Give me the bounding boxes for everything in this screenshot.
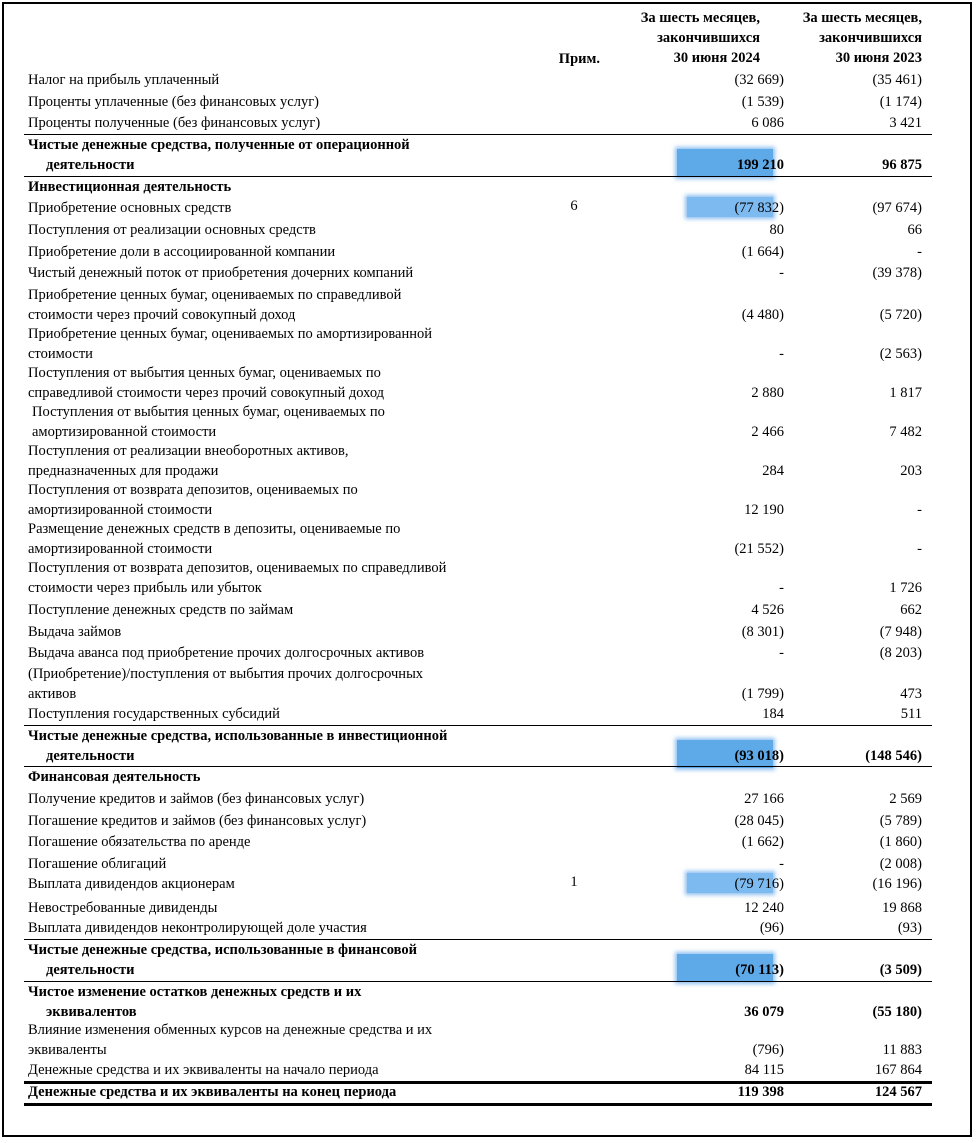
- row-label: [28, 767, 538, 787]
- value-2023: [762, 1040, 922, 1060]
- value-2023: [762, 704, 922, 724]
- value-text: (55 180): [872, 1004, 922, 1020]
- value-2023: [762, 177, 922, 194]
- value-2024: [624, 643, 784, 663]
- value-text: (1 799): [741, 686, 784, 702]
- table-row: [24, 940, 922, 980]
- row-label-line: амортизированной стоимости: [32, 424, 217, 440]
- row-label-line: Поступления от возврата депозитов, оцениваемых по справедливой: [28, 560, 447, 576]
- row-label: [28, 263, 538, 283]
- row-label: [28, 92, 538, 112]
- row-label-line: Финансовая деятельность: [28, 769, 201, 785]
- value-2024: [624, 263, 784, 283]
- value-text: 80: [769, 222, 784, 238]
- value-2023: [762, 92, 922, 112]
- row-label-line: Поступления от реализации внеоборотных активов,: [28, 443, 349, 459]
- value-text: (28 045): [734, 813, 784, 829]
- value-2023: [762, 539, 922, 559]
- value-2024: [624, 500, 784, 520]
- row-label-line: эквиваленты: [28, 1042, 107, 1058]
- value-2024: [624, 461, 784, 481]
- row-label-line: Проценты уплаченные (без финансовых услуг): [28, 94, 319, 110]
- value-2024: [624, 113, 784, 133]
- row-label-line: (Приобретение)/поступления от выбытия прочих долгосрочных: [28, 666, 424, 682]
- value-text: (8 203): [879, 645, 922, 661]
- value-2023: [762, 898, 922, 918]
- value-text: (1 860): [879, 834, 922, 850]
- value-2024: [624, 422, 784, 442]
- row-label-line: Чистое изменение остатков денежных средств и их: [28, 984, 362, 1000]
- row-label-line: стоимости через прибыль или убыток: [28, 580, 262, 596]
- value-text: (79 716): [734, 876, 784, 892]
- value-text: (148 546): [865, 748, 922, 764]
- row-label: [28, 177, 538, 197]
- row-label: [28, 643, 538, 663]
- row-label-line: Приобретение ценных бумаг, оцениваемых по справедливой: [28, 287, 402, 303]
- value-text: (93 018): [734, 748, 784, 764]
- row-label: [28, 363, 538, 403]
- value-2023: [762, 746, 922, 766]
- value-text: 6 086: [751, 115, 784, 131]
- column-header-2023-line: 30 июня 2023: [835, 50, 922, 66]
- value-text: (8 301): [741, 624, 784, 640]
- table-row: [24, 558, 922, 598]
- row-label-line: Выдача займов: [28, 624, 122, 640]
- value-text: (1 662): [741, 834, 784, 850]
- row-label-line: Погашение облигаций: [28, 856, 167, 872]
- table-row: [24, 726, 922, 766]
- value-2023: [762, 461, 922, 481]
- value-2023: [762, 578, 922, 598]
- table-row: [24, 1020, 922, 1060]
- column-header-2023-line: закончившихся: [819, 30, 922, 46]
- value-2023: [762, 789, 922, 809]
- table-row: [24, 519, 922, 559]
- row-label: [28, 918, 538, 938]
- value-text: 11 883: [882, 1042, 922, 1058]
- value-2024: [624, 874, 784, 894]
- value-text: -: [917, 244, 922, 260]
- value-text: -: [779, 645, 784, 661]
- row-label: [28, 726, 538, 766]
- row-label-line: Поступления государственных субсидий: [28, 706, 280, 722]
- column-header-2023-line: За шесть месяцев,: [802, 10, 922, 26]
- row-label-line: Погашение кредитов и займов (без финансовых услуг): [28, 813, 367, 829]
- value-text: (1 539): [741, 94, 784, 110]
- row-label-line: Невостребованные дивиденды: [28, 900, 218, 916]
- row-label: [28, 600, 538, 620]
- value-2023: [762, 600, 922, 620]
- column-header-2024-line: закончившихся: [657, 30, 760, 46]
- value-2024: [624, 578, 784, 598]
- row-label-line: Поступления от выбытия ценных бумаг, оцениваемых по: [28, 365, 381, 381]
- value-text: 1 817: [889, 385, 922, 401]
- table-row: [24, 811, 922, 831]
- value-text: 12 240: [744, 900, 784, 916]
- value-2023: [762, 70, 922, 90]
- value-text: 27 166: [744, 791, 784, 807]
- row-label-line: стоимости: [28, 346, 93, 362]
- row-label-line: Инвестиционная деятельность: [28, 179, 232, 195]
- row-label: [28, 664, 538, 704]
- value-2023: [762, 1002, 922, 1022]
- table-row: [24, 767, 922, 787]
- row-label: [32, 402, 542, 442]
- value-text: (39 378): [872, 265, 922, 281]
- table-row: [24, 480, 922, 520]
- value-2023: [762, 960, 922, 980]
- row-label: [28, 874, 538, 894]
- table-row: [24, 92, 922, 112]
- value-2023: [762, 383, 922, 403]
- value-text: 2 466: [751, 424, 784, 440]
- row-label-line: Размещение денежных средств в депозиты, оцениваемые по: [28, 521, 401, 537]
- value-text: 167 864: [874, 1062, 922, 1078]
- table-row: [24, 70, 922, 90]
- row-label-line: Выдача аванса под приобретение прочих долгосрочных активов: [28, 645, 425, 661]
- row-label-line: Получение кредитов и займов (без финансовых услуг): [28, 791, 365, 807]
- table-row: [24, 1060, 922, 1080]
- value-text: 473: [900, 686, 922, 702]
- row-label: [28, 285, 538, 325]
- table-row: [24, 324, 922, 364]
- value-text: -: [779, 265, 784, 281]
- value-text: (2 563): [879, 346, 922, 362]
- value-text: (93): [897, 920, 922, 936]
- value-2023: [762, 1082, 922, 1102]
- value-text: 662: [900, 602, 922, 618]
- value-text: (5 720): [879, 307, 922, 323]
- value-text: (4 480): [741, 307, 784, 323]
- value-text: (7 948): [879, 624, 922, 640]
- value-text: (5 789): [879, 813, 922, 829]
- value-2024: [624, 1082, 784, 1102]
- value-2024: [624, 242, 784, 262]
- row-label-line: Налог на прибыль уплаченный: [28, 72, 220, 88]
- value-2024: [624, 1060, 784, 1080]
- row-label-line: Выплата дивидендов неконтролирующей доле участия: [28, 920, 367, 936]
- row-label-line: Выплата дивидендов акционерам: [28, 876, 235, 892]
- row-label: [28, 622, 538, 642]
- table-row: [24, 918, 922, 938]
- value-2024: [624, 622, 784, 642]
- row-label-line: Поступления от реализации основных средств: [28, 222, 316, 238]
- column-header-2023: [762, 8, 922, 68]
- value-2024: [624, 220, 784, 240]
- row-label: [28, 982, 538, 1022]
- value-2024: [624, 383, 784, 403]
- row-label-line: Чистые денежные средства, использованные в финансовой: [28, 942, 417, 958]
- value-2024: [624, 684, 784, 704]
- row-label-line: деятельности: [46, 157, 135, 173]
- value-2023: [762, 684, 922, 704]
- table-row: [24, 622, 922, 642]
- value-2024: [624, 704, 784, 724]
- value-text: 7 482: [889, 424, 922, 440]
- value-text: (77 832): [734, 200, 784, 216]
- row-label: [28, 854, 538, 874]
- table-row: [24, 874, 922, 894]
- value-2024: [624, 789, 784, 809]
- table-row: [24, 113, 922, 133]
- value-text: 19 868: [882, 900, 922, 916]
- row-label: [28, 480, 538, 520]
- row-label-line: Поступление денежных средств по займам: [28, 602, 294, 618]
- value-text: (96): [759, 920, 784, 936]
- value-text: 124 567: [874, 1084, 922, 1100]
- value-2023: [762, 832, 922, 852]
- value-2023: [762, 622, 922, 642]
- row-label: [28, 1020, 538, 1060]
- table-row: [24, 135, 922, 175]
- row-label: [28, 242, 538, 262]
- value-2024: [624, 92, 784, 112]
- row-label: [28, 789, 538, 809]
- row-divider: [24, 1103, 932, 1106]
- row-label-line: деятельности: [46, 748, 135, 764]
- row-label: [28, 940, 538, 980]
- row-label-line: амортизированной стоимости: [28, 541, 213, 557]
- value-2023: [762, 113, 922, 133]
- row-note: 6: [570, 198, 578, 214]
- row-divider: [24, 176, 932, 177]
- table-row: [24, 789, 922, 809]
- table-row: [24, 263, 922, 283]
- value-2023: [762, 198, 922, 218]
- row-label: [28, 113, 538, 133]
- value-text: (1 664): [741, 244, 784, 260]
- value-text: 119 398: [737, 1084, 784, 1100]
- value-2024: [624, 1002, 784, 1022]
- table-row: [24, 441, 922, 481]
- value-2024: [624, 854, 784, 874]
- row-label: [28, 1060, 538, 1080]
- row-label: [28, 441, 538, 481]
- value-2023: [762, 854, 922, 874]
- value-2024: [624, 960, 784, 980]
- row-label-line: стоимости через прочий совокупный доход: [28, 307, 296, 323]
- table-row: [24, 664, 922, 704]
- row-note: 1: [570, 874, 578, 890]
- row-label-line: эквивалентов: [46, 1004, 137, 1020]
- value-text: 12 190: [744, 502, 784, 518]
- row-label: [28, 220, 538, 240]
- table-row: [24, 402, 922, 442]
- column-header-2024: [600, 8, 760, 68]
- value-text: 4 526: [751, 602, 784, 618]
- row-label-line: предназначенных для продажи: [28, 463, 219, 479]
- value-2023: [762, 155, 922, 175]
- table-row: [24, 898, 922, 918]
- value-text: (796): [752, 1042, 784, 1058]
- row-label-line: амортизированной стоимости: [28, 502, 213, 518]
- value-text: -: [779, 346, 784, 362]
- value-text: -: [917, 502, 922, 518]
- value-2023: [762, 344, 922, 364]
- value-text: 96 875: [882, 157, 922, 173]
- value-2024: [624, 767, 784, 784]
- row-label-line: Приобретение основных средств: [28, 200, 232, 216]
- table-row: [24, 982, 922, 1022]
- value-2024: [624, 811, 784, 831]
- table-row: [24, 177, 922, 197]
- row-label-line: Проценты полученные (без финансовых услуг): [28, 115, 321, 131]
- value-2024: [624, 600, 784, 620]
- value-2024: [624, 198, 784, 218]
- value-2024: [624, 539, 784, 559]
- value-2024: [624, 832, 784, 852]
- value-2023: [762, 305, 922, 325]
- value-2023: [762, 242, 922, 262]
- row-label: [28, 135, 538, 175]
- value-text: (32 669): [734, 72, 784, 88]
- row-label-line: деятельности: [46, 962, 135, 978]
- row-label: [28, 70, 538, 90]
- value-2024: [624, 746, 784, 766]
- table-row: [24, 704, 922, 724]
- row-label: [28, 558, 538, 598]
- table-row: [24, 854, 922, 874]
- value-2024: [624, 70, 784, 90]
- value-2024: [624, 155, 784, 175]
- value-text: -: [779, 856, 784, 872]
- row-divider: [24, 981, 932, 982]
- table-row: [24, 285, 922, 325]
- value-2023: [762, 767, 922, 784]
- table-row: [24, 643, 922, 663]
- row-label: [28, 1082, 538, 1102]
- value-text: (3 509): [879, 962, 922, 978]
- value-text: (70 113): [735, 962, 784, 978]
- value-text: 3 421: [889, 115, 922, 131]
- value-text: (35 461): [872, 72, 922, 88]
- value-2023: [762, 874, 922, 894]
- value-text: 511: [900, 706, 922, 722]
- table-row: [24, 832, 922, 852]
- row-label: [28, 519, 538, 559]
- row-label: [28, 704, 538, 724]
- value-2024: [624, 918, 784, 938]
- value-2024: [624, 305, 784, 325]
- row-label: [28, 811, 538, 831]
- table-row: [24, 1082, 922, 1102]
- row-label-line: Приобретение ценных бумаг, оцениваемых по амортизированной: [28, 326, 432, 342]
- value-text: 66: [907, 222, 922, 238]
- row-label-line: Приобретение доли в ассоциированной компании: [28, 244, 336, 260]
- value-text: (16 196): [872, 876, 922, 892]
- row-divider: [24, 134, 932, 135]
- table-row: [24, 220, 922, 240]
- row-label-line: Чистые денежные средства, использованные в инвестиционной: [28, 728, 448, 744]
- row-label: [28, 832, 538, 852]
- value-text: (21 552): [734, 541, 784, 557]
- row-divider: [24, 766, 932, 767]
- value-text: 1 726: [889, 580, 922, 596]
- row-label-line: Погашение обязательства по аренде: [28, 834, 251, 850]
- value-text: 2 569: [889, 791, 922, 807]
- row-label-line: активов: [28, 686, 77, 702]
- value-2023: [762, 1060, 922, 1080]
- value-text: 284: [762, 463, 784, 479]
- value-2023: [762, 263, 922, 283]
- value-text: (97 674): [872, 200, 922, 216]
- value-text: 2 880: [751, 385, 784, 401]
- table-row: [24, 198, 922, 218]
- row-label: [28, 198, 538, 218]
- value-2023: [759, 918, 922, 938]
- value-text: 203: [900, 463, 922, 479]
- value-text: 184: [762, 706, 784, 722]
- value-2024: [624, 344, 784, 364]
- table-row: [24, 242, 922, 262]
- table-row: [24, 600, 922, 620]
- value-text: (2 008): [879, 856, 922, 872]
- row-label-line: Чистый денежный поток от приобретения дочерних компаний: [28, 265, 414, 281]
- row-divider: [24, 1081, 932, 1084]
- value-text: 36 079: [744, 1004, 784, 1020]
- value-2024: [624, 177, 784, 194]
- row-divider: [24, 725, 932, 726]
- value-text: 84 115: [744, 1062, 784, 1078]
- value-text: 199 210: [736, 157, 784, 173]
- note-column-header: Прим.: [558, 51, 600, 67]
- value-2024: [624, 898, 784, 918]
- value-2023: [762, 643, 922, 663]
- row-label-line: Денежные средства и их эквиваленты на конец периода: [28, 1084, 397, 1100]
- row-label-line: Поступления от выбытия ценных бумаг, оцениваемых по: [32, 404, 385, 420]
- value-2023: [762, 811, 922, 831]
- row-label: [28, 324, 538, 364]
- column-header-2024-line: 30 июня 2024: [673, 50, 760, 66]
- table-row: [24, 363, 922, 403]
- value-text: (1 174): [879, 94, 922, 110]
- value-2023: [762, 220, 922, 240]
- row-label-line: Поступления от возврата депозитов, оцениваемых по: [28, 482, 358, 498]
- row-label-line: Чистые денежные средства, полученные от операционной: [28, 137, 410, 153]
- value-2023: [762, 500, 922, 520]
- column-header-2024-line: За шесть месяцев,: [640, 10, 760, 26]
- value-2024: [624, 1040, 784, 1060]
- row-label-line: Влияние изменения обменных курсов на денежные средства и их: [28, 1022, 433, 1038]
- value-text: -: [917, 541, 922, 557]
- row-label-line: Денежные средства и их эквиваленты на начало периода: [28, 1062, 379, 1078]
- row-divider: [24, 939, 932, 940]
- value-text: -: [779, 580, 784, 596]
- row-label-line: справедливой стоимости через прочий совокупный доход: [28, 385, 385, 401]
- value-2023: [762, 422, 922, 442]
- row-label: [28, 898, 538, 918]
